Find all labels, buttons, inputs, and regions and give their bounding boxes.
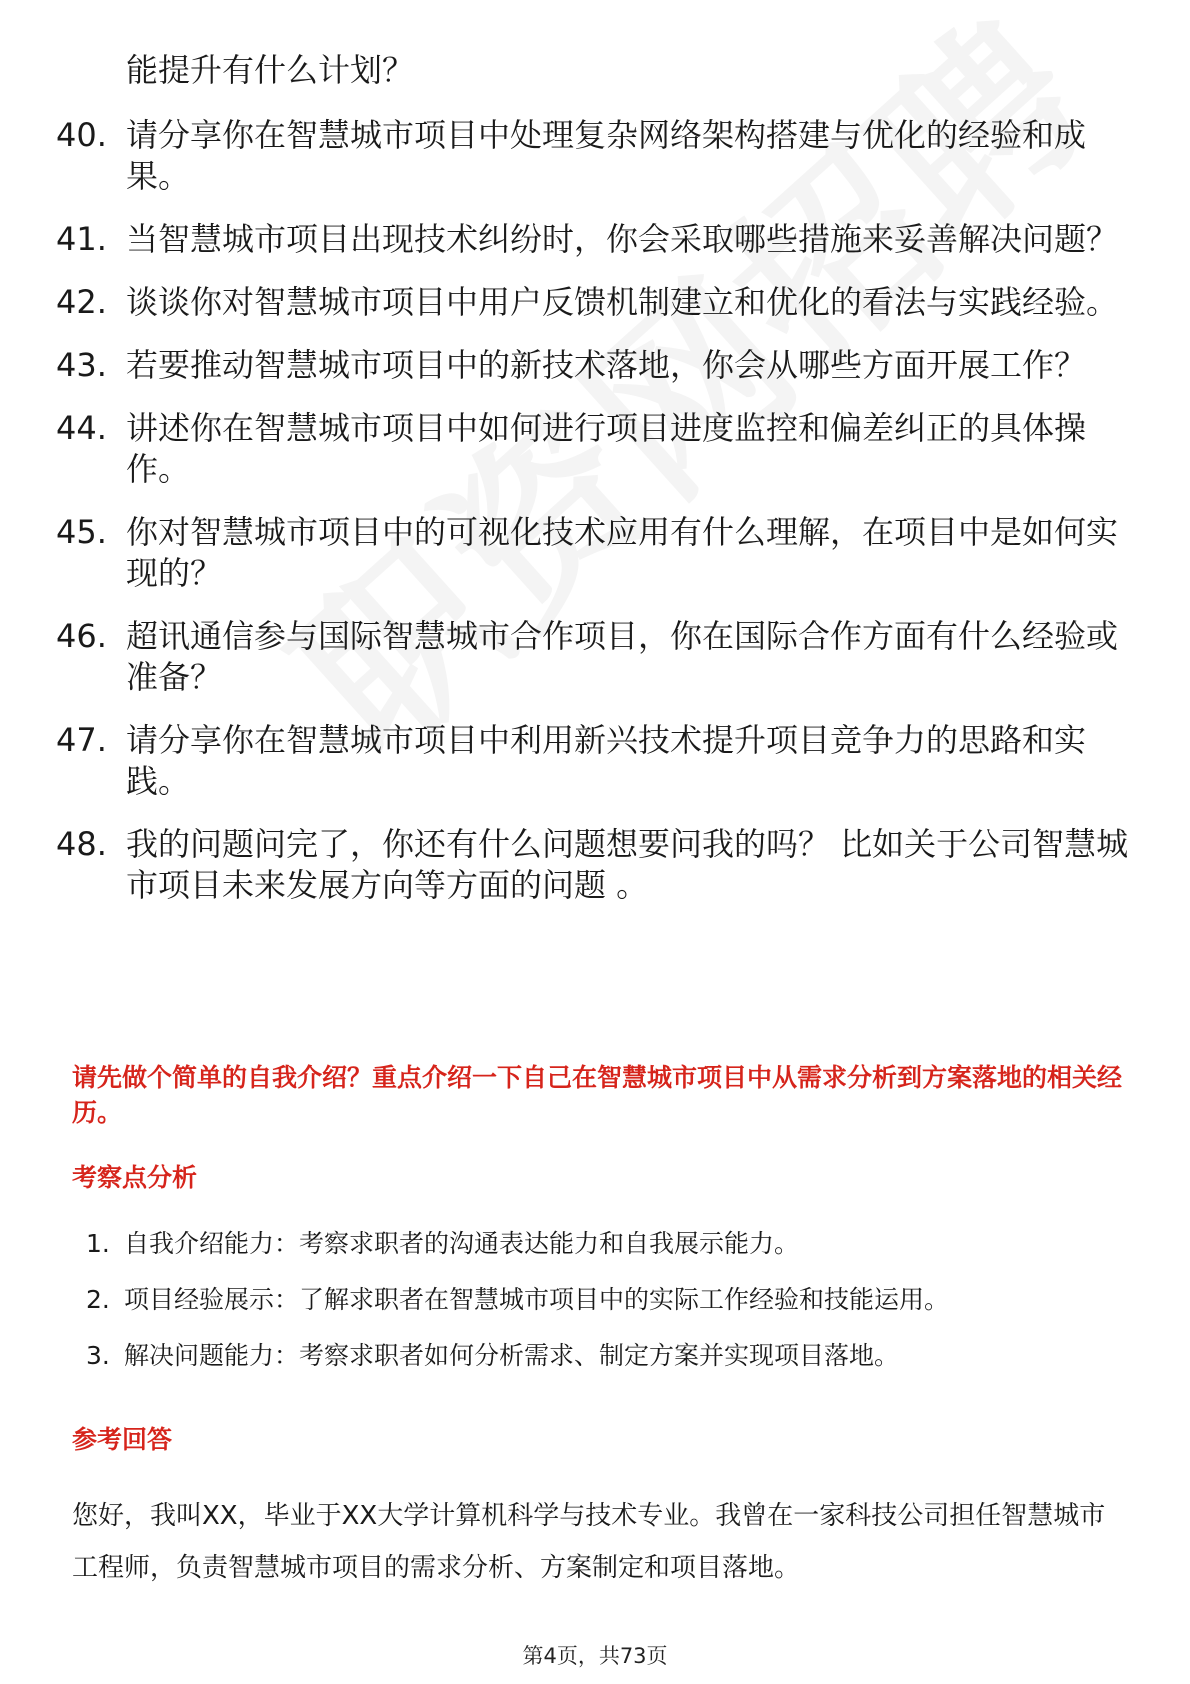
question-number: 41. (56, 220, 107, 258)
highlight-question: 请先做个简单的自我介绍？重点介绍一下自己在智慧城市项目中从需求分析到方案落地的相关经历。 (72, 1063, 1123, 1127)
question-number: 42. (56, 283, 107, 321)
question-number: 44. (56, 409, 107, 447)
question-item (56, 408, 1136, 490)
analysis-point-number: 3. (86, 1341, 110, 1370)
question-item (56, 824, 1136, 906)
analysis-point-text: 解决问题能力：考察求职者如何分析需求、制定方案并实现项目落地。 (124, 1341, 900, 1370)
question-number: 40. (56, 116, 107, 154)
question-text: 请分享你在智慧城市项目中处理复杂网络架构搭建与优化的经验和成果。 (126, 116, 1087, 195)
question-number: 48. (56, 825, 107, 863)
analysis-point (86, 1284, 1126, 1316)
question-text: 我的问题问完了，你还有什么问题想要问我的吗？ 比如关于公司智慧城市项目未来发展方向等方面的问题 。 (126, 825, 1129, 904)
question-item (56, 219, 1136, 260)
analysis-point-text: 自我介绍能力：考察求职者的沟通表达能力和自我展示能力。 (124, 1229, 800, 1258)
question-item (56, 282, 1136, 323)
analysis-point-number: 2. (86, 1285, 110, 1314)
question-text: 超讯通信参与国际智慧城市合作项目，你在国际合作方面有什么经验或准备？ (126, 617, 1119, 696)
question-text: 若要推动智慧城市项目中的新技术落地，你会从哪些方面开展工作？ (126, 346, 1087, 384)
question-number: 46. (56, 617, 107, 655)
answer-heading: 参考回答 (72, 1425, 173, 1454)
question-text: 讲述你在智慧城市项目中如何进行项目进度监控和偏差纠正的具体操作。 (126, 409, 1087, 488)
question-number: 47. (56, 721, 107, 759)
question-number: 43. (56, 346, 107, 384)
analysis-point-text: 项目经验展示：了解求职者在智慧城市项目中的实际工作经验和技能运用。 (124, 1285, 950, 1314)
question-text: 你对智慧城市项目中的可视化技术应用有什么理解，在项目中是如何实现的？ (126, 513, 1119, 592)
question-text: 当智慧城市项目出现技术纠纷时，你会采取哪些措施来妥善解决问题？ (126, 220, 1119, 258)
question-text: 谈谈你对智慧城市项目中用户反馈机制建立和优化的看法与实践经验。 (126, 283, 1119, 321)
question-list (56, 50, 1136, 928)
answer-text: 您好，我叫XX，毕业于XX大学计算机科学与技术专业。我曾在一家科技公司担任智慧城市工程师，负责智慧城市项目的需求分析、方案制定和项目落地。 (72, 1501, 1106, 1583)
question-item (56, 512, 1136, 594)
question-item (56, 720, 1136, 802)
analysis-point-number: 1. (86, 1229, 110, 1258)
page-footer: 第4页，共73页 (522, 1644, 668, 1668)
analysis-points (86, 1228, 1126, 1396)
analysis-point (86, 1340, 1126, 1372)
analysis-point (86, 1228, 1126, 1260)
question-continuation: 能提升有什么计划？ (126, 51, 415, 89)
question-item (56, 345, 1136, 386)
question-item (56, 616, 1136, 698)
analysis-heading: 考察点分析 (72, 1163, 198, 1192)
question-text: 请分享你在智慧城市项目中利用新兴技术提升项目竞争力的思路和实践。 (126, 721, 1087, 800)
question-item (56, 115, 1136, 197)
question-number: 45. (56, 513, 107, 551)
